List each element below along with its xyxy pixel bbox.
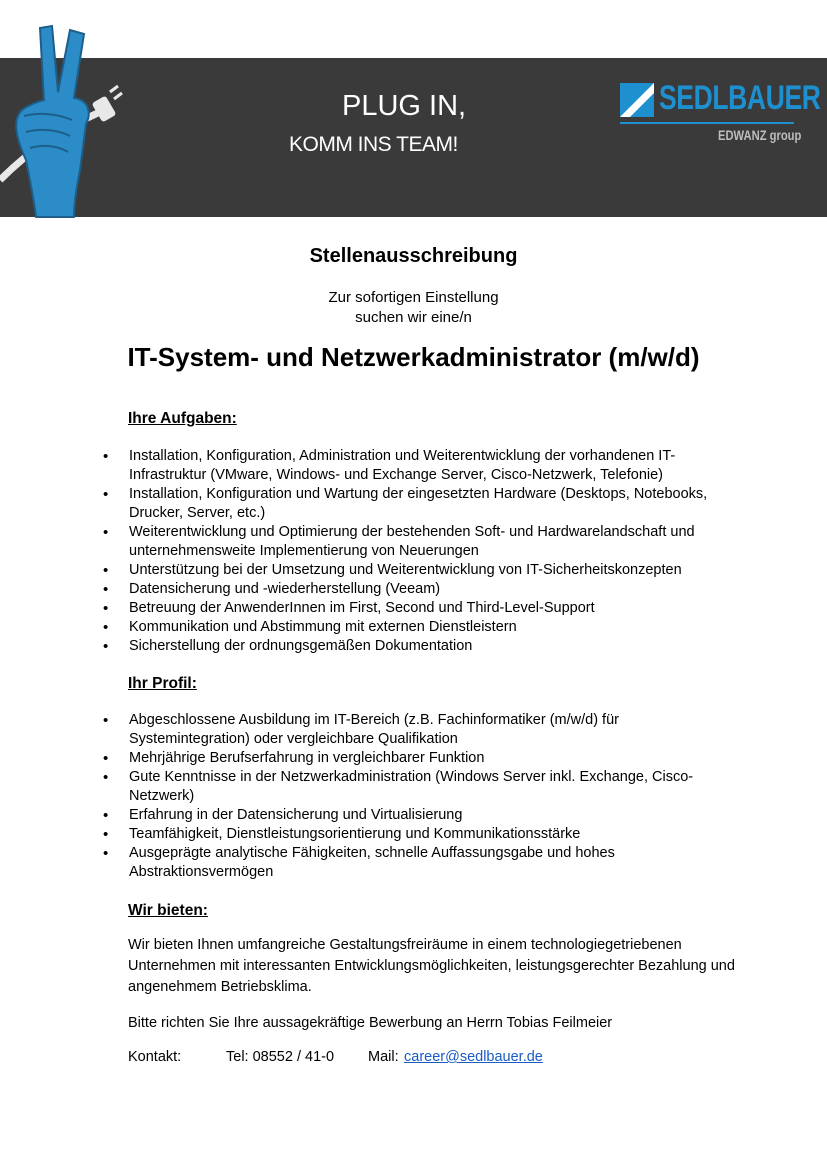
offer-paragraph: Wir bieten Ihnen umfangreiche Gestaltungsfreiräume in einem technologiegetriebenen Unternehmen mit interessanten Entwicklungsmöglichkeiten, leistungsgerechter Bezahlung und angenehmem Betriebsklima.	[128, 937, 735, 995]
list-item: • Gute Kenntnisse in der Netzwerkadministration (Windows Server inkl. Exchange, Cisco-Netzwerk)	[0, 768, 827, 806]
list-item: • Abgeschlossene Ausbildung im IT-Bereich (z.B. Fachinformatiker (m/w/d) für Systemintegration) oder vergleichbare Qualifikation	[0, 711, 827, 749]
hand-plug-icon	[0, 20, 140, 220]
list-item: • Kommunikation und Abstimmung mit externen Dienstleistern	[0, 618, 827, 637]
application-note: Bitte richten Sie Ihre aussagekräftige Bewerbung an Herrn Tobias Feilmeier	[128, 1015, 613, 1031]
slogan-line2: KOMM INS TEAM!	[289, 133, 458, 156]
list-item: • Unterstützung bei der Umsetzung und Weiterentwicklung von IT-Sicherheitskonzepten	[0, 561, 827, 580]
section-heading-profil: Ihr Profil:	[128, 675, 197, 692]
list-item: • Datensicherung und -wiederherstellung (Veeam)	[0, 580, 827, 599]
profil-list	[0, 711, 827, 882]
list-item: • Erfahrung in der Datensicherung und Virtualisierung	[0, 806, 827, 825]
aufgaben-list	[0, 447, 827, 656]
intro-line1: Zur sofortigen Einstellung	[328, 289, 499, 306]
list-item: • Teamfähigkeit, Dienstleistungsorientierung und Kommunikationsstärke	[0, 825, 827, 844]
logo-divider	[620, 122, 794, 124]
list-item: • Installation, Konfiguration und Wartung der eingesetzten Hardware (Desktops, Notebooks, Drucker, Server, etc.)	[0, 485, 827, 523]
list-item: • Installation, Konfiguration, Administration und Weiterentwicklung der vorhandenen IT-Infrastruktur (VMware, Windows- und Exchange Server, Cisco-Netzwerk, Telefonie)	[0, 447, 827, 485]
contact-label: Kontakt:	[128, 1049, 182, 1065]
section-heading-bieten: Wir bieten:	[128, 902, 208, 919]
logo-group: EDWANZ group	[718, 127, 802, 143]
contact-email-link[interactable]: career@sedlbauer.de	[404, 1049, 543, 1065]
sedlbauer-logo-icon	[620, 83, 654, 117]
document-title: Stellenausschreibung	[309, 245, 518, 267]
contact-phone: Tel: 08552 / 41-0	[226, 1049, 335, 1065]
job-title: IT-System- und Netzwerkadministrator (m/w/d)	[127, 342, 700, 372]
slogan-line1: PLUG IN,	[342, 90, 467, 122]
contact-mail-label: Mail:	[368, 1049, 399, 1065]
list-item: • Sicherstellung der ordnungsgemäßen Dokumentation	[0, 637, 827, 656]
list-item: • Mehrjährige Berufserfahrung in vergleichbarer Funktion	[0, 749, 827, 768]
intro-line2: suchen wir eine/n	[355, 309, 472, 326]
list-item: • Weiterentwicklung und Optimierung der bestehenden Soft- und Hardwarelandschaft und unternehmensweite Implementierung von Neuerungen	[0, 523, 827, 561]
intro-text	[0, 288, 827, 328]
list-item: • Betreuung der AnwenderInnen im First, Second und Third-Level-Support	[0, 599, 827, 618]
logo-name: SEDLBAUER	[659, 79, 821, 117]
list-item: • Ausgeprägte analytische Fähigkeiten, schnelle Auffassungsgabe und hohes Abstraktionsvermögen	[0, 844, 827, 882]
section-heading-aufgaben: Ihre Aufgaben:	[128, 410, 237, 427]
